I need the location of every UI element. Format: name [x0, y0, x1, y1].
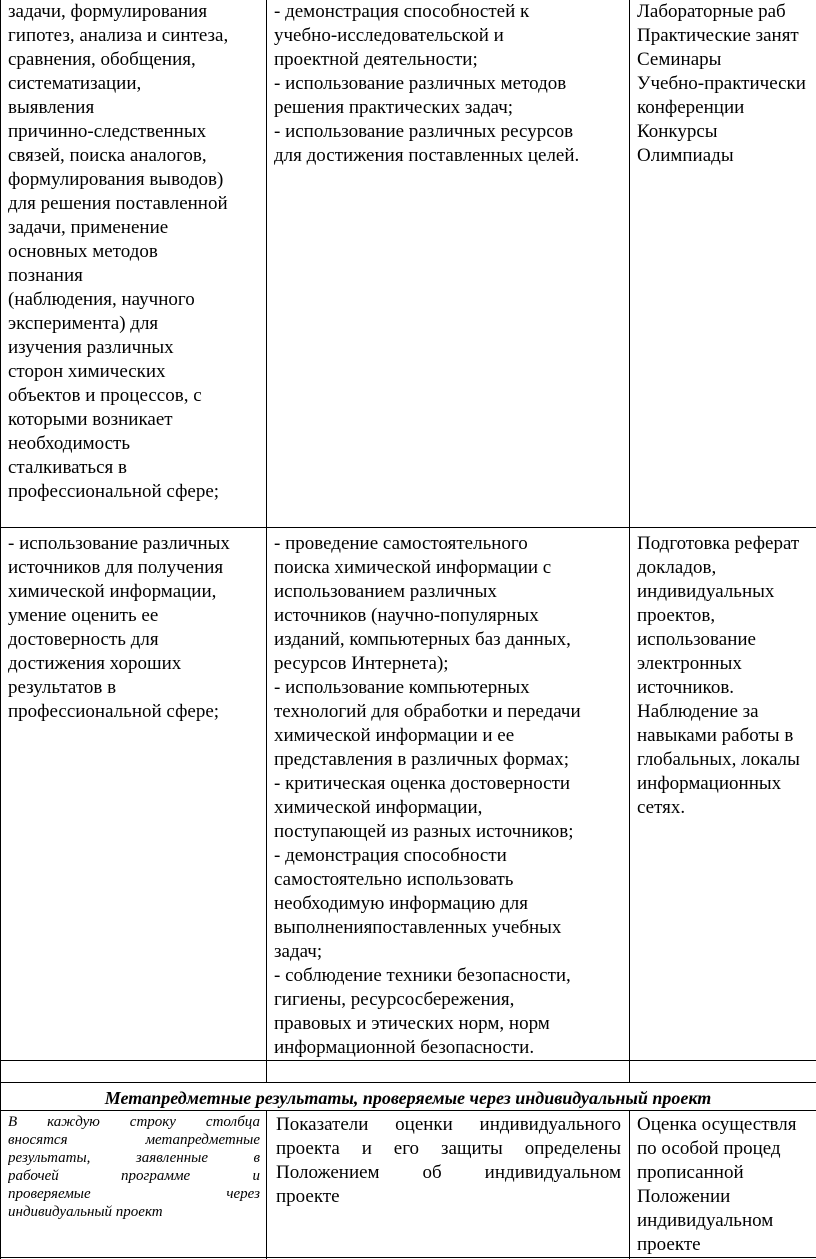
column-divider-1: [266, 0, 267, 1082]
row2-indicators-cell: [274, 532, 626, 1060]
table-border-left: [0, 0, 1, 1259]
row-divider-3: [0, 1082, 816, 1083]
row4-forms-cell: [637, 1113, 816, 1257]
row4-forms-line: по особой процед: [637, 1138, 781, 1159]
row4-indicators-text: [276, 1113, 621, 1209]
row2-forms-cell: [637, 532, 816, 820]
row1-results-cell: [8, 0, 260, 504]
column-divider-2: [629, 0, 630, 1082]
row1-indicators-cell: [274, 0, 626, 168]
row4-forms-text: [637, 1113, 816, 1257]
row4-forms-line: индивидуальном: [637, 1210, 774, 1231]
column-divider-1b: [266, 1110, 267, 1259]
column-divider-2b: [629, 1110, 630, 1259]
row4-results-cell: [8, 1113, 260, 1221]
row4-results-text: [8, 1113, 260, 1221]
row4-indicators-line: проекта и его защиты определены: [276, 1138, 621, 1159]
row4-indicators-line: проекте: [276, 1186, 340, 1207]
row4-forms-line: Положении: [637, 1186, 731, 1207]
row4-results-line: В каждую строку столбца: [8, 1114, 260, 1130]
row-divider-4: [0, 1110, 816, 1111]
section-heading: Метапредметные результаты, проверяемые через индивидуальный проект: [104, 1088, 712, 1108]
row4-indicators-line: Положением об индивидуальном: [276, 1162, 621, 1183]
row1-indicators-text: - демонстрация способностей к учебно-исследовательской и проектной деятельности; - использование различных методов решения практических задач; - использование различных ресурсов для достижения поставленных целей.: [274, 1, 580, 166]
row1-results-text: задачи, формулирования гипотез, анализа и синтеза, сравнения, обобщения, систематизации, выявления причинно-следственных связей, поиска аналогов, формулирования выводов) для решения поставленной задачи, применение основных методов познания (наблюдения, научного эксперимента) для изучения различных сторон химических объектов и процессов, с которыми возникает необходимость сталкиваться в профессиональной сфере;: [8, 1, 229, 502]
row4-indicators-line: Показатели оценки индивидуального: [276, 1114, 621, 1135]
row4-indicators-cell: [276, 1113, 621, 1209]
row4-results-line: рабочей программе и: [8, 1168, 260, 1184]
row2-results-text: - использование различных источников для получения химической информации, умение оценить ее достоверность для достижения хороших результатов в профессиональной сфере;: [8, 533, 230, 722]
row4-results-line: результаты, заявленные в: [8, 1150, 260, 1166]
row-divider-2: [0, 1060, 816, 1061]
row4-forms-line: прописанной: [637, 1162, 744, 1183]
table-border-bottom: [0, 1257, 816, 1258]
row-divider-1: [0, 527, 816, 528]
row4-forms-line: проекте: [637, 1234, 701, 1255]
row2-results-cell: [8, 532, 260, 724]
row1-forms-cell: [637, 0, 816, 168]
row2-indicators-text: - проведение самостоятельного поиска химической информации с использованием различных источников (научно-популярных изданий, компьютерных баз данных, ресурсов Интернета); - использование компьютерных технологий для обработки и передачи химической информации и ее представления в различных формах; - критическая оценка достоверности химической информации, поступающей из разных источников; - демонстрация способности самостоятельно использовать необходимую информацию для выполненияпоставленных учебных задач; - соблюдение техники безопасности, гигиены, ресурсосбережения, правовых и этических норм, норм информационной безопасности.: [274, 533, 581, 1058]
row2-forms-text: Подготовка реферат докладов, индивидуальных проектов, использование электронных источников. Наблюдение за навыками работы в глобальных, локалы информационных сетях.: [637, 533, 800, 818]
row4-forms-line: Оценка осуществля: [637, 1114, 797, 1135]
row1-forms-text: Лабораторные раб Практические занят Семинары Учебно-практически конференции Конкурсы Олимпиады: [637, 1, 806, 166]
row4-results-line: индивидуальный проект: [8, 1204, 163, 1220]
row4-results-line: вносятся метапредметные: [8, 1132, 260, 1148]
row4-results-line: проверяемые через: [8, 1186, 260, 1202]
